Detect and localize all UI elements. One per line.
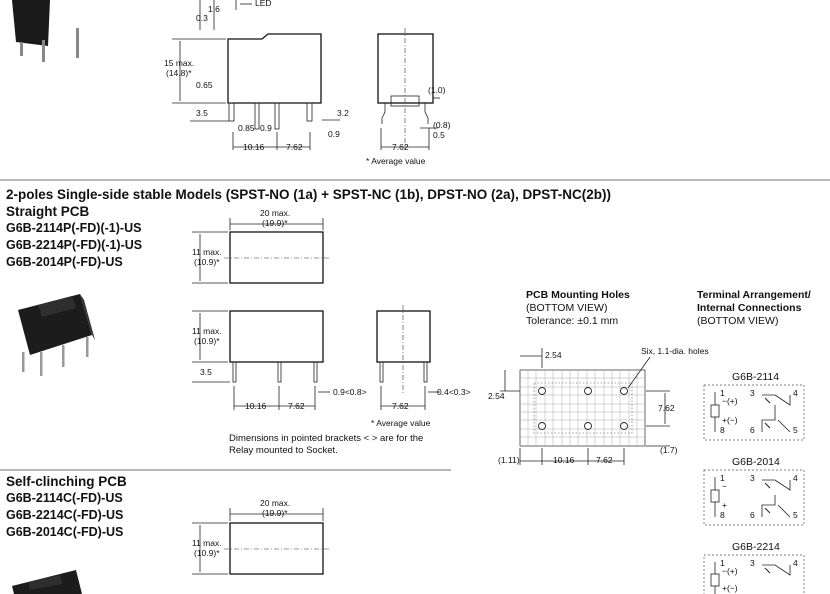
- pin-number: 6: [750, 510, 755, 520]
- dim-label: 11 max.: [192, 326, 222, 336]
- terminal-view: (BOTTOM VIEW): [697, 315, 779, 327]
- dim-label: 0.9<0.8>: [333, 387, 367, 397]
- polarity-label: −(+): [722, 566, 738, 576]
- dim-label: 11 max.: [192, 247, 222, 257]
- dim-label: 7.62: [658, 403, 675, 413]
- dim-label: 3.2: [337, 108, 349, 118]
- pcb-holes-grid: [500, 348, 670, 465]
- dim-label: (1.11): [498, 455, 520, 465]
- dim-label: (14.8)*: [166, 68, 192, 78]
- polarity-label: +(−): [722, 583, 738, 593]
- polarity-label: +: [722, 500, 727, 510]
- dim-label: 3.5: [196, 108, 208, 118]
- model-number: G6B-2114C(-FD)-US: [6, 491, 123, 505]
- dim-label: 2.54: [488, 391, 505, 401]
- dim-label: 1.6: [208, 4, 220, 14]
- pin-number: 5: [793, 425, 798, 435]
- bracket-note: Relay mounted to Socket.: [229, 445, 338, 456]
- relay-photo-clinch: [12, 570, 82, 594]
- dim-label: (10.9)*: [194, 257, 220, 267]
- dim-label: (0.8): [433, 120, 451, 130]
- dim-label: 0.4<0.3>: [437, 387, 471, 397]
- pin-number: 3: [750, 558, 755, 568]
- dim-label: 0.9: [260, 123, 272, 133]
- dim-label: 2.54: [545, 350, 562, 360]
- polarity-label: −(+): [722, 396, 738, 406]
- terminal-title-2: Internal Connections: [697, 302, 802, 314]
- dim-label: (19.9)*: [262, 508, 288, 518]
- dim-label: (1.0): [428, 85, 446, 95]
- pcb-holes-title: PCB Mounting Holes: [526, 289, 630, 301]
- dim-label: 7.62: [392, 401, 409, 411]
- dim-label: 20 max.: [260, 498, 291, 508]
- terminal-diagram-label: G6B-2214: [732, 541, 780, 553]
- pin-number: 1: [720, 473, 725, 483]
- dim-label: 10.16: [243, 142, 265, 152]
- dim-label: 15 max.: [164, 58, 195, 68]
- holes-label: Six, 1.1-dia. holes: [641, 346, 709, 356]
- dim-label: 0.65: [196, 80, 213, 90]
- dim-label: 0.5: [433, 130, 445, 140]
- relay-photo-straight: [18, 294, 95, 376]
- terminal-diagram-label: G6B-2014: [732, 456, 780, 468]
- dim-label: 10.16: [553, 455, 575, 465]
- dim-label: 11 max.: [192, 538, 222, 548]
- dim-label: 20 max.: [260, 208, 291, 218]
- model-number: G6B-2214P(-FD)(-1)-US: [6, 238, 143, 252]
- dim-label: 7.62: [596, 455, 613, 465]
- pcb-holes-tolerance: Tolerance: ±0.1 mm: [526, 315, 619, 327]
- pin-number: 4: [793, 473, 798, 483]
- model-number: G6B-2014P(-FD)-US: [6, 255, 123, 269]
- pin-number: 4: [793, 558, 798, 568]
- average-note: * Average value: [366, 156, 426, 166]
- dim-label: 0.3: [196, 13, 208, 23]
- pin-number: 8: [720, 510, 725, 520]
- dim-label: (10.9)*: [194, 548, 220, 558]
- dim-label: 0.85: [238, 123, 255, 133]
- bracket-note: Dimensions in pointed brackets < > are for the: [229, 433, 424, 444]
- pcb-holes-view: (BOTTOM VIEW): [526, 302, 608, 314]
- pin-number: 3: [750, 388, 755, 398]
- straight-pcb-title: Straight PCB: [6, 204, 90, 219]
- model-number: G6B-2114P(-FD)(-1)-US: [6, 221, 142, 235]
- dim-label: 7.62: [286, 142, 303, 152]
- pin-number: 3: [750, 473, 755, 483]
- relay-photo-top: [12, 0, 79, 62]
- led-label: LED: [255, 0, 272, 8]
- pin-number: 1: [720, 558, 725, 568]
- pin-number: 6: [750, 425, 755, 435]
- pin-number: 1: [720, 388, 725, 398]
- dim-label: (19.9)*: [262, 218, 288, 228]
- dim-label: 0.9: [328, 129, 340, 139]
- terminal-diagram-label: G6B-2114: [732, 371, 780, 383]
- dim-label: (10.9)*: [194, 336, 220, 346]
- straight-side-view: [377, 305, 440, 410]
- pin-number: 4: [793, 388, 798, 398]
- dim-label: 10.16: [245, 401, 267, 411]
- model-number: G6B-2014C(-FD)-US: [6, 525, 124, 539]
- pin-number: 5: [793, 510, 798, 520]
- dim-label: 7.62: [288, 401, 305, 411]
- dim-label: 3.5: [200, 367, 212, 377]
- model-number: G6B-2214C(-FD)-US: [6, 508, 124, 522]
- polarity-label: +(−): [722, 415, 738, 425]
- average-note: * Average value: [371, 418, 431, 428]
- polarity-label: −: [722, 481, 727, 491]
- section-heading: 2-poles Single-side stable Models (SPST-NO (1a) + SPST-NC (1b), DPST-NO (2a), DPST-NC(2b)): [6, 187, 611, 202]
- pin-number: 8: [720, 425, 725, 435]
- dim-label: 7.62: [392, 142, 409, 152]
- clinch-pcb-title: Self-clinching PCB: [6, 474, 127, 489]
- dim-label: (1.7): [660, 445, 678, 455]
- terminal-title-1: Terminal Arrangement/: [697, 289, 811, 301]
